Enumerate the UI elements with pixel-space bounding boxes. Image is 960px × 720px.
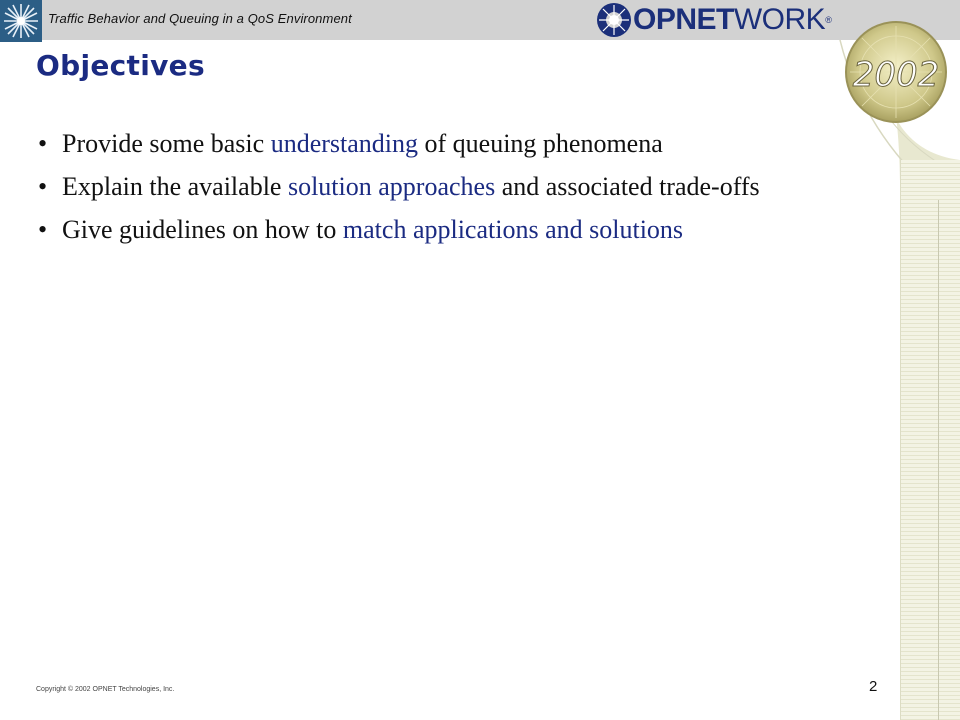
bullet-text: and associated trade-offs: [495, 172, 760, 201]
objectives-list: [36, 126, 856, 255]
bullet-text: Provide some basic: [62, 129, 271, 158]
list-item: [36, 169, 856, 204]
opnetwork-logo: [597, 3, 831, 37]
registered-mark: ®: [825, 15, 832, 25]
bullet-highlight: solution approaches: [287, 172, 496, 201]
bullet-text: Explain the available: [62, 172, 288, 201]
opnet-o-icon: [597, 3, 631, 37]
bullet-icon: •: [38, 129, 48, 158]
opnetwork-2002-seal-icon: [842, 18, 950, 126]
list-item: [36, 126, 856, 161]
bullet-icon: •: [38, 215, 48, 244]
decorative-side-panel: [900, 160, 960, 720]
bullet-highlight: match applications and solutions: [342, 215, 684, 244]
page-number: 2: [869, 678, 878, 695]
bullet-highlight: understanding: [270, 129, 418, 158]
bullet-text: Give guidelines on how to: [62, 215, 343, 244]
brand-name-light: WORK: [733, 3, 826, 36]
brand-name-bold: OPNET: [633, 3, 734, 36]
list-item: [36, 212, 856, 247]
copyright-notice: Copyright © 2002 OPNET Technologies, Inc.: [36, 686, 175, 693]
star-burst-icon: [0, 0, 42, 42]
bullet-text: of queuing phenomena: [418, 129, 663, 158]
presentation-title: Traffic Behavior and Queuing in a QoS Environment: [48, 11, 352, 26]
bullet-icon: •: [38, 172, 48, 201]
slide-title: Objectives: [36, 49, 205, 82]
seal-year-text: 2002: [852, 55, 940, 95]
decorative-line: [938, 200, 939, 720]
